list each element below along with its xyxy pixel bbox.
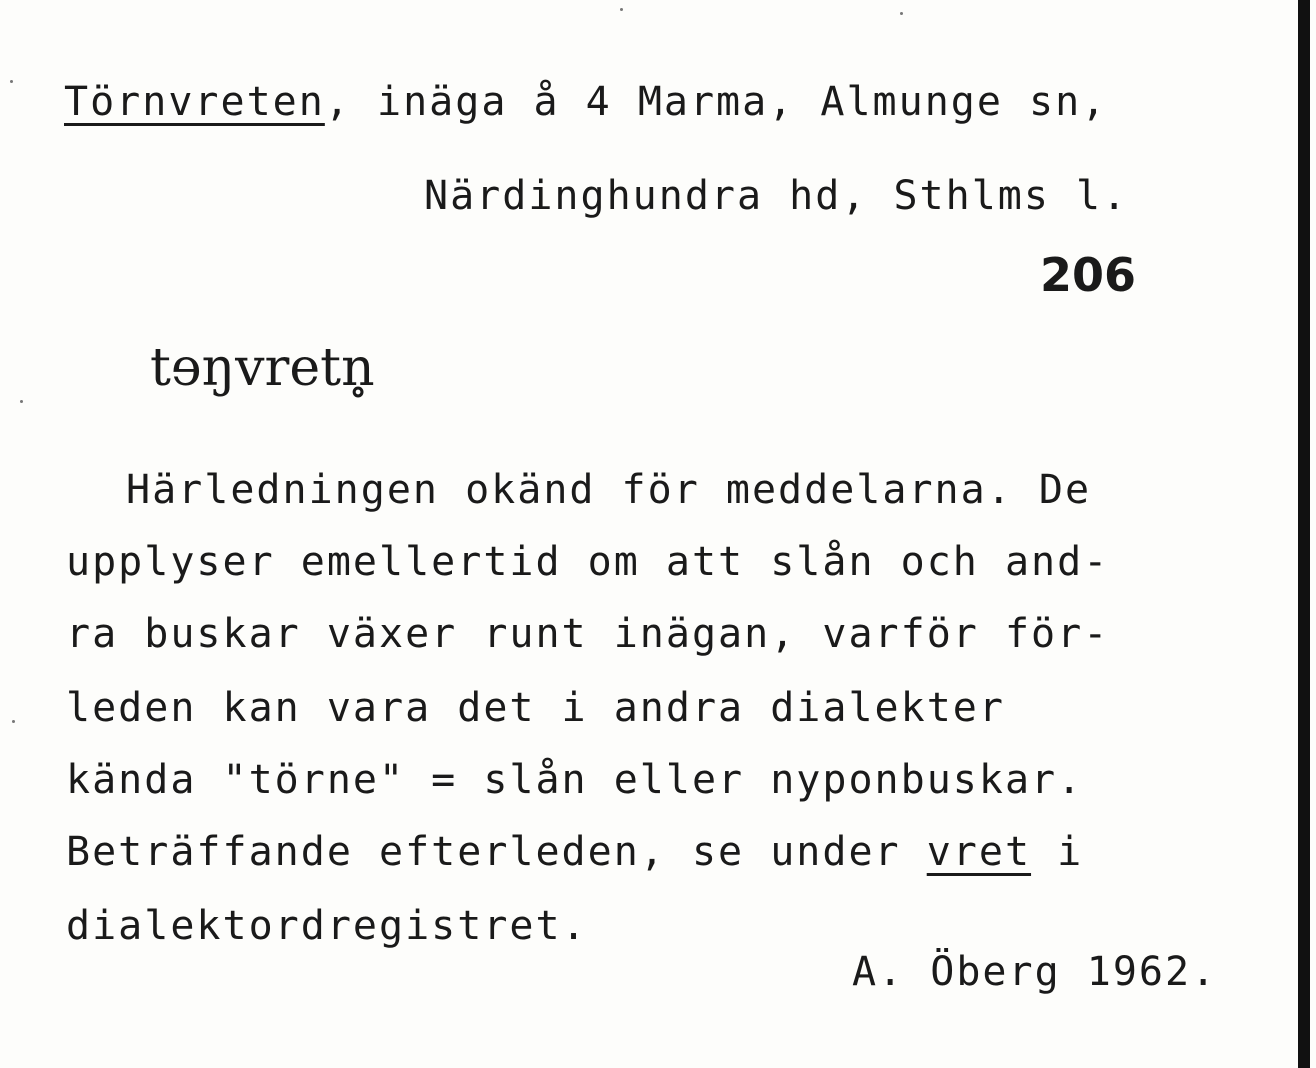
reference-link: vret [926,829,1032,875]
body-line: leden kan vara det i andra dialekter [66,685,1005,731]
body-line: ra buskar växer runt inägan, varför för- [66,611,1110,657]
line6-before: Beträffande efterleden, se under [66,829,927,875]
card-number: 206 [1040,248,1137,302]
header-line-2: Närdinghundra hd, Sthlms l. [424,173,1129,219]
body-line-7: dialektordregistret. [66,903,588,949]
body-line: kända "törne" = slån eller nyponbuskar. [66,757,1084,803]
header-line-1 [64,79,1108,125]
body-line: Härledningen okänd för meddelarna. De [126,467,1092,513]
place-name: Törnvreten [64,79,325,125]
body-line: upplyser emellertid om att slån och and- [66,539,1110,585]
scan-edge [1298,0,1310,1068]
line6-after: i [1031,829,1084,875]
header-line-1-rest: , inäga å 4 Marma, Almunge sn, [324,79,1108,125]
phonetic-form: tɘŋvretn̥ [150,338,375,398]
signature: A. Öberg 1962. [852,949,1218,995]
body-line-6 [66,829,1084,875]
